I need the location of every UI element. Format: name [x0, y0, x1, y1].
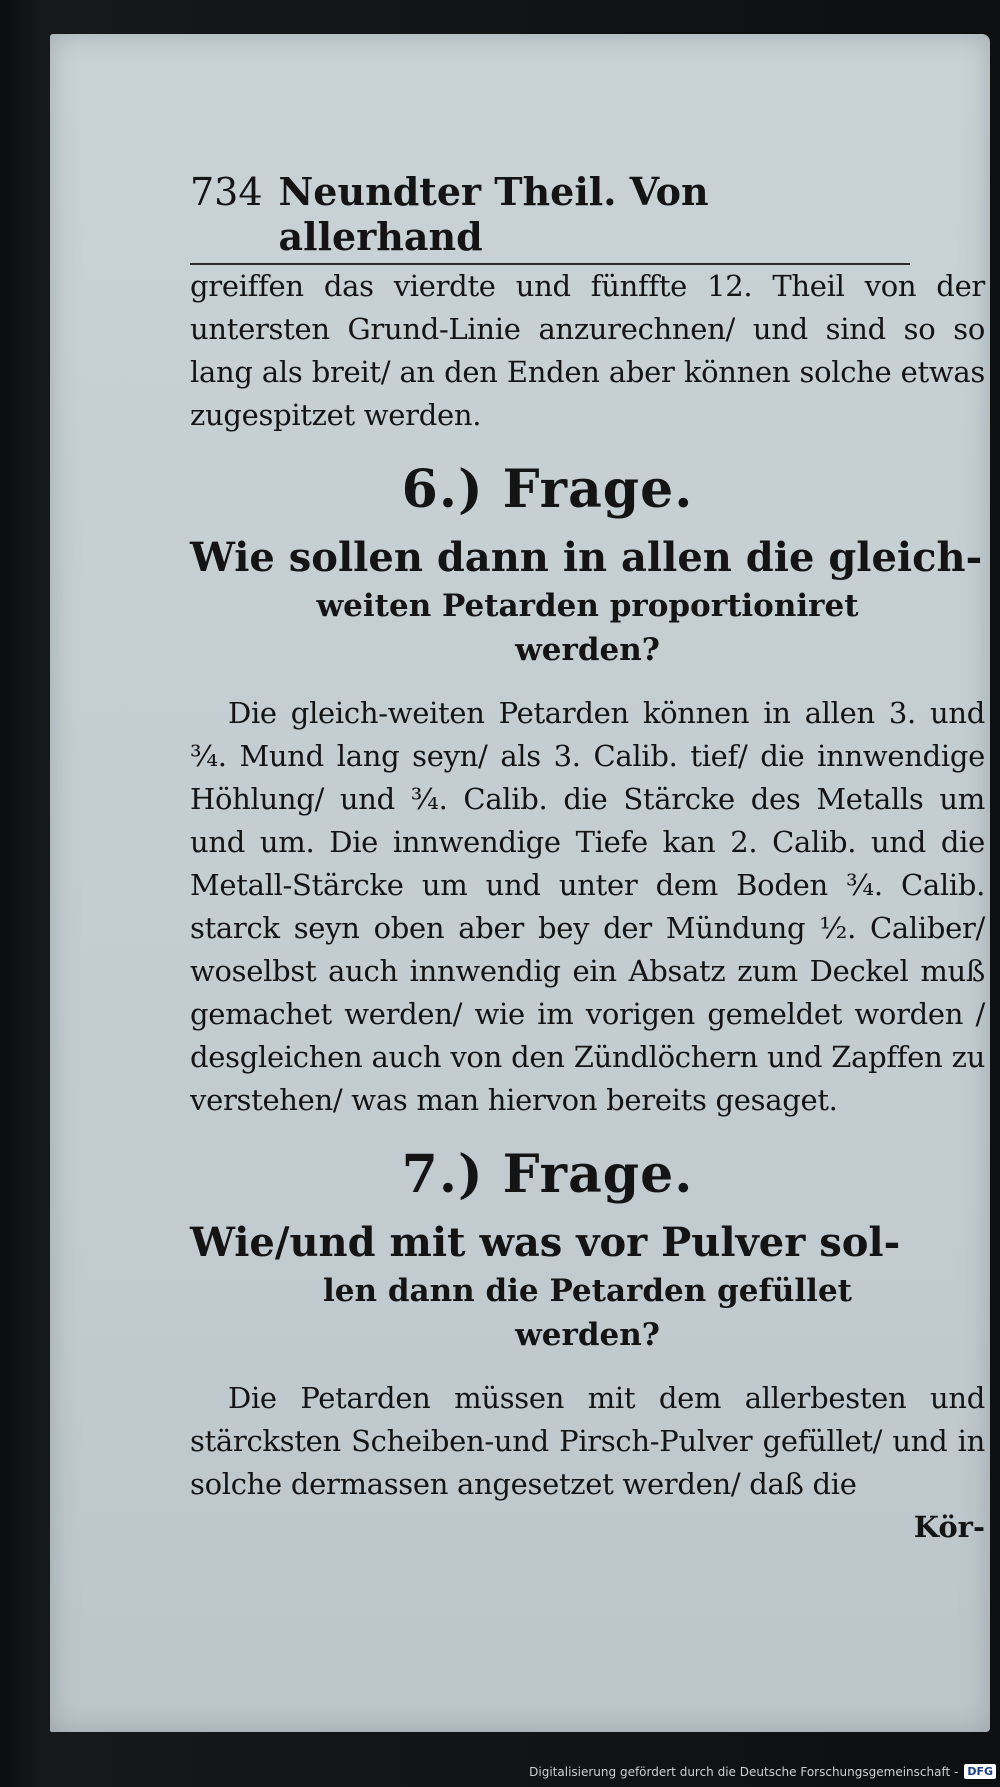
question-6-title-line-3: werden? — [515, 632, 660, 668]
question-7-title-line-1: Wie/und mit was vor Pulver sol- — [190, 1219, 901, 1266]
page-number: 734 — [190, 170, 263, 214]
question-7-title — [190, 1217, 985, 1357]
footer-credit: Digitalisierung gefördert durch die Deutsche Forschungsgemeinschaft - — [529, 1764, 959, 1779]
continuation-paragraph: greiffen das vierdte und fünffte 12. Theil von der untersten Grund-Linie anzurechnen/ und sind so so lang als breit/ an den Enden aber können solche etwas zugespitzet werden. — [190, 269, 985, 432]
question-7-title-line-2: len dann die Petarden gefüllet — [323, 1273, 852, 1309]
catchword: Kör- — [913, 1510, 985, 1544]
question-6-title — [190, 532, 985, 672]
question-7-title-line-3: werden? — [515, 1317, 660, 1353]
question-6-heading: 6.) Frage. — [401, 459, 694, 520]
question-6-title-line-1: Wie sollen dann in allen die gleich- — [190, 534, 983, 581]
dfg-logo: DFG — [964, 1764, 996, 1779]
question-6-answer: Die gleich-weiten Petarden können in allen 3. und ¾. Mund lang seyn/ als 3. Calib. tief/ die innwendige Höhlung/ und ¾. Calib. die Stärcke des Metalls um und um. Die innwendige Tiefe kan 2. Calib. und die Metall-Stärcke um und unter dem Boden ¾. Calib. starck seyn oben aber bey der Mündung ½. Caliber/ woselbst auch innwendig ein Absatz zum Deckel muß gemachet werden/ wie im vorigen gemeldet worden / desgleichen auch von den Zündlöchern und Zapffen zu verstehen/ was man hiervon bereits gesaget. — [190, 696, 985, 1117]
question-7-heading: 7.) Frage. — [401, 1144, 694, 1205]
book-page — [50, 34, 990, 1732]
digitization-footer — [529, 1764, 996, 1779]
question-7-answer: Die Petarden müssen mit dem allerbesten und stärcksten Scheiben-und Pirsch-Pulver gefüllet/ und in solche dermassen angesetzet werden/ daß die — [190, 1381, 985, 1501]
text-block — [190, 169, 985, 1544]
running-head — [190, 169, 910, 265]
running-title: Neundter Theil. Von allerhand — [278, 169, 709, 259]
question-6-title-line-2: weiten Petarden proportioniret — [316, 588, 859, 624]
